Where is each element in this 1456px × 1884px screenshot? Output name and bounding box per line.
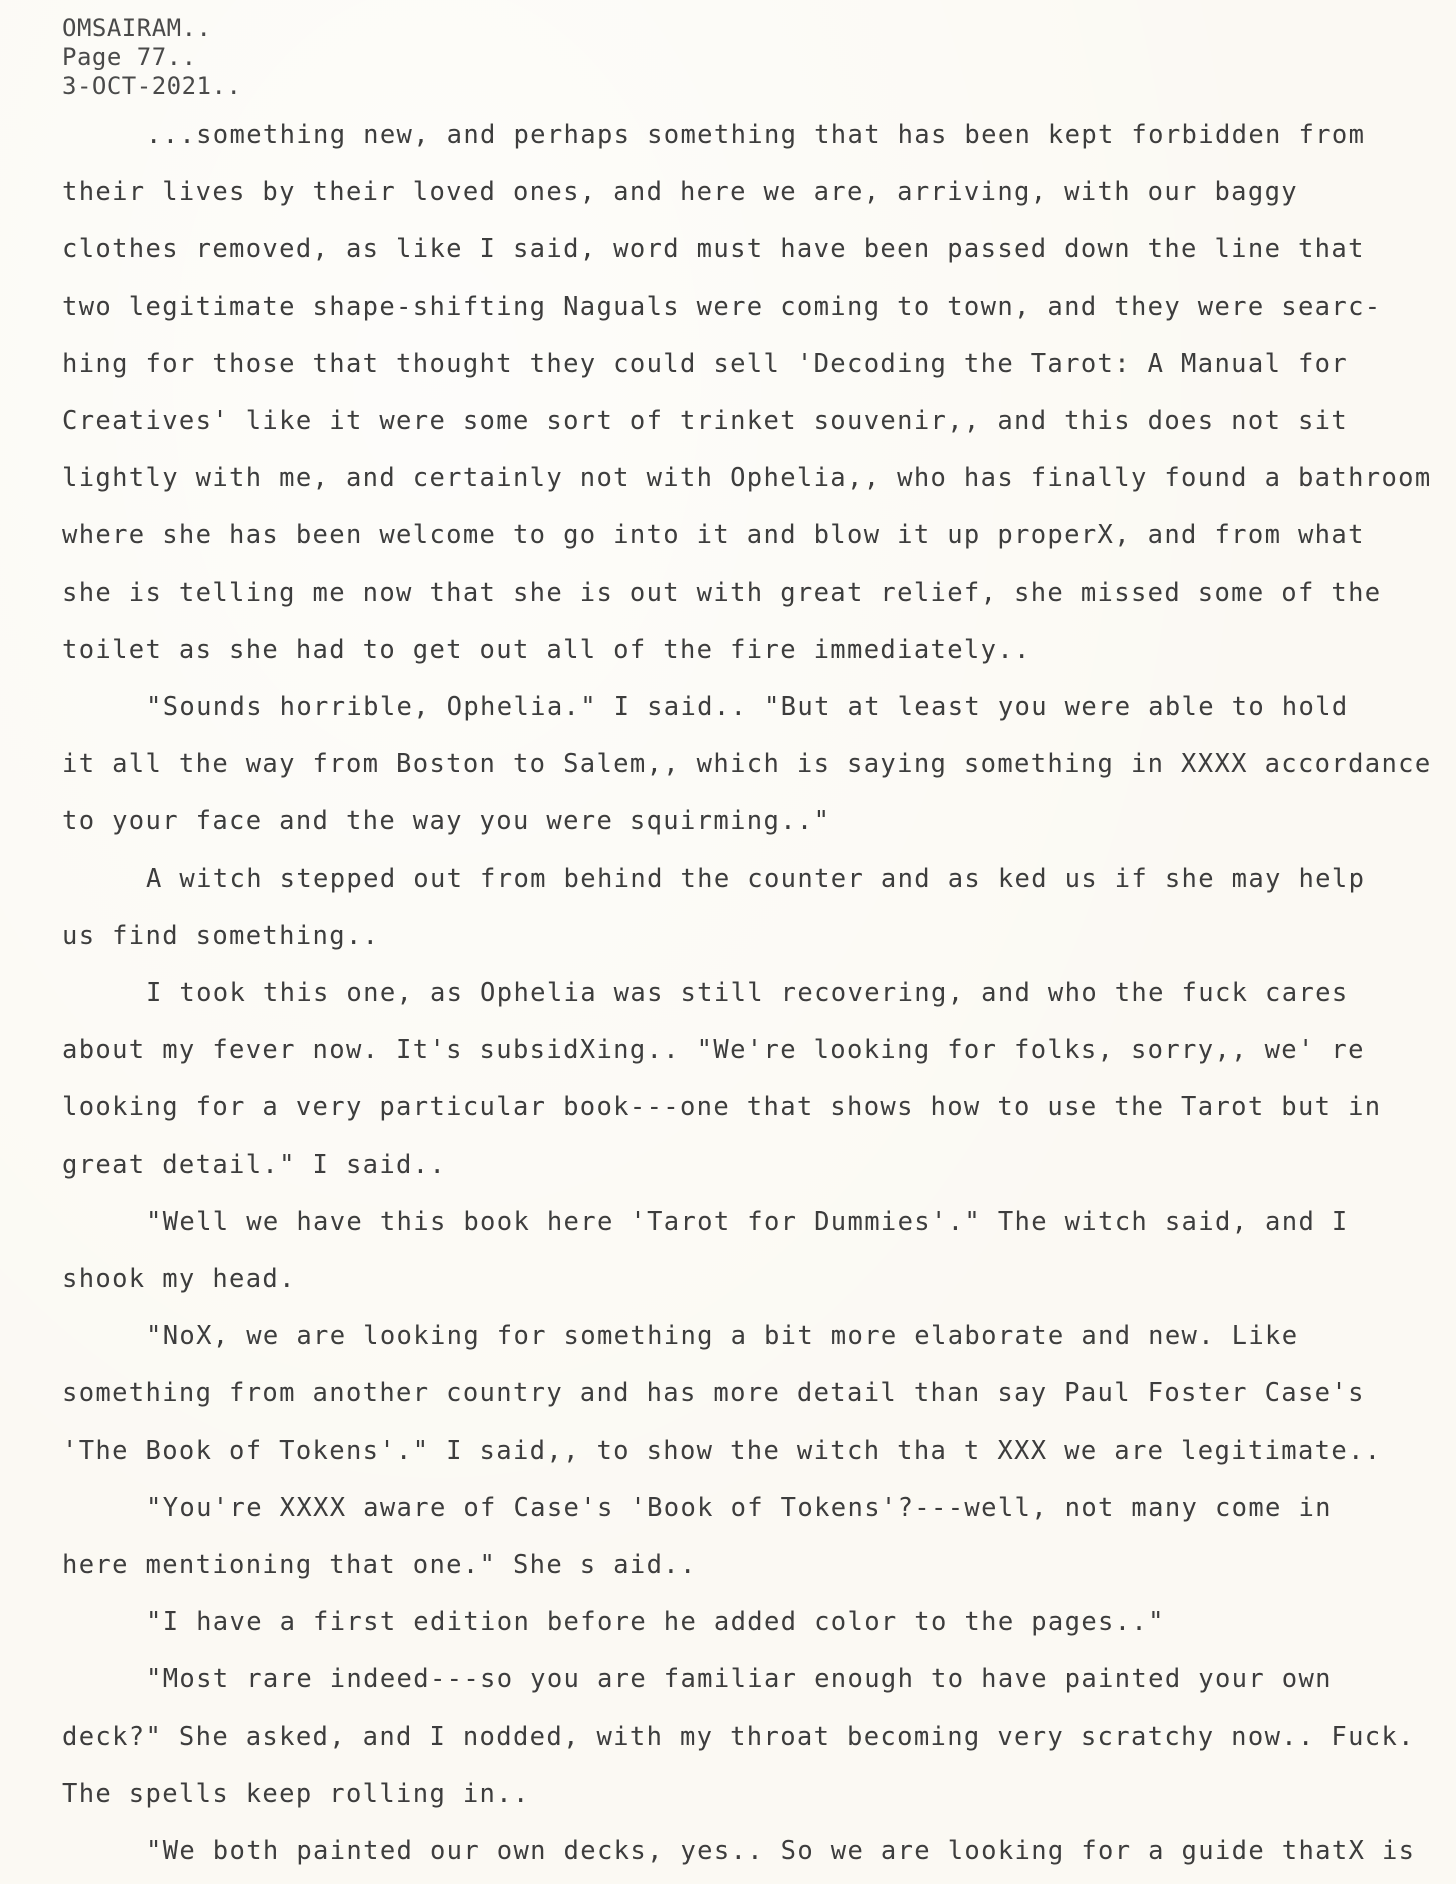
- text-line: something from another country and has more detail than say Paul Foster Case's: [62, 1378, 1365, 1409]
- text-line: "Well we have this book here 'Tarot for Dummies'." The witch said, and I: [146, 1206, 1349, 1237]
- text-line: 'The Book of Tokens'." I said,, to show the witch tha t XXX we are legitimate..: [62, 1435, 1382, 1466]
- text-line: us find something..: [62, 920, 380, 951]
- text-line: to your face and the way you were squirming..": [62, 806, 831, 837]
- text-line: "NoX, we are looking for something a bit more elaborate and new. Like: [146, 1321, 1299, 1352]
- text-line: "We both painted our own decks, yes.. So we are looking for a guide thatX is: [146, 1836, 1416, 1866]
- text-line: lightly with me, and certainly not with Ophelia,, who has finally found a bathroom: [62, 463, 1432, 494]
- text-line: two legitimate shape-shifting Naguals were coming to town, and they were searc-: [62, 291, 1382, 322]
- text-line: shook my head.: [62, 1264, 296, 1294]
- text-line: looking for a very particular book---one that shows how to use the Tarot but in: [62, 1092, 1382, 1123]
- header-line-2: Page 77..: [62, 43, 197, 71]
- text-line: "I have a first edition before he added color to the pages..": [146, 1607, 1165, 1638]
- header-line-3: 3-OCT-2021..: [62, 72, 242, 100]
- text-line: where she has been welcome to go into it and blow it up properX, and from what: [62, 520, 1365, 551]
- text-line: ...something new, and perhaps something that has been kept forbidden from: [146, 120, 1366, 150]
- text-line: "You're XXXX aware of Case's 'Book of Tokens'?---well, not many come in: [146, 1492, 1332, 1523]
- header-line-1: OMSAIRAM..: [62, 14, 212, 42]
- text-line: here mentioning that one." She s aid..: [62, 1550, 697, 1580]
- text-line: great detail." I said..: [62, 1149, 447, 1180]
- text-line: A witch stepped out from behind the counter and as ked us if she may help: [146, 863, 1366, 894]
- text-line: hing for those that thought they could sell 'Decoding the Tarot: A Manual for: [62, 348, 1349, 379]
- page-header: [62, 14, 241, 101]
- text-line: The spells keep rolling in..: [62, 1778, 530, 1809]
- text-line: about my fever now. It's subsidXing.. "We're looking for folks, sorry,, we' re: [62, 1035, 1365, 1066]
- text-line: I took this one, as Ophelia was still recovering, and who the fuck cares: [146, 978, 1349, 1008]
- text-line: deck?" She asked, and I nodded, with my throat becoming very scratchy now.. Fuck.: [62, 1721, 1415, 1752]
- text-line: she is telling me now that she is out with great relief, she missed some of the: [62, 577, 1382, 608]
- text-line: toilet as she had to get out all of the fire immediately..: [62, 634, 1031, 665]
- text-line: "Sounds horrible, Ophelia." I said.. "But at least you were able to hold: [146, 692, 1349, 722]
- text-line: Creatives' like it were some sort of trinket souvenir,, and this does not sit: [62, 406, 1349, 436]
- text-line: "Most rare indeed---so you are familiar enough to have painted your own: [146, 1664, 1332, 1695]
- text-line: their lives by their loved ones, and here we are, arriving, with our baggy: [62, 177, 1298, 208]
- text-line: clothes removed, as like I said, word must have been passed down the line that: [62, 234, 1365, 265]
- text-line: it all the way from Boston to Salem,, which is saying something in XXXX accordance: [62, 749, 1432, 780]
